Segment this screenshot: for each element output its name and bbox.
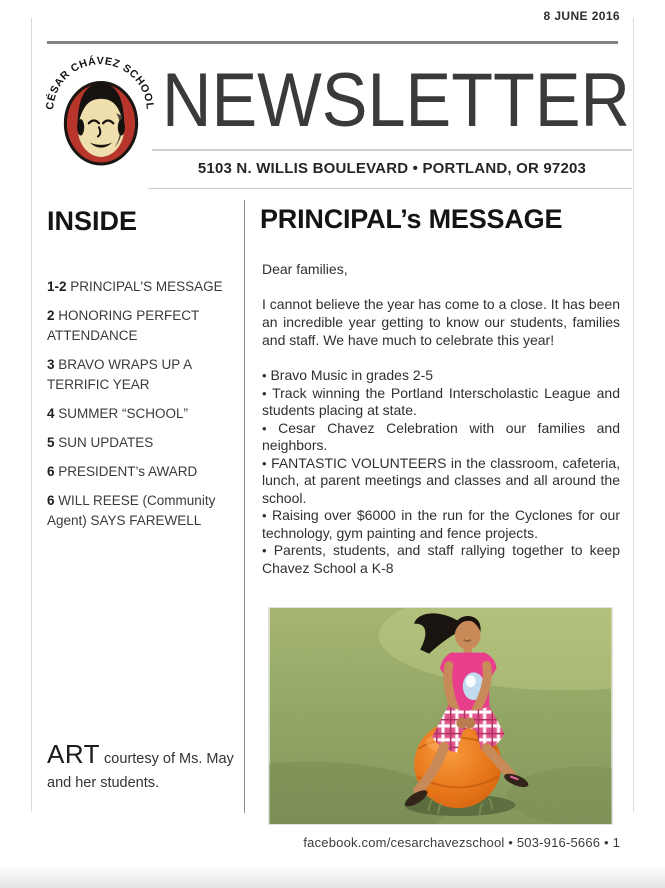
bullet-icon: • (262, 508, 267, 523)
issue-date: 8 JUNE 2016 (543, 9, 620, 23)
school-badge-icon (44, 52, 158, 166)
principal-message-section (260, 201, 620, 825)
toc-item: 1-2 PRINCIPAL'S MESSAGE (47, 279, 223, 294)
toc-item: 4 SUMMER “SCHOOL” (47, 406, 189, 421)
salutation: Dear families, (262, 261, 348, 277)
intro-paragraph: I cannot believe the year has come to a close. It has been an incredible year getting to know our students, families and staff. We have much to celebrate this year! (262, 296, 620, 348)
art-credit-note (47, 738, 237, 795)
masthead-title-graphic (152, 58, 632, 142)
bullet-icon: • (262, 420, 267, 436)
photo-illustration (269, 608, 612, 824)
bullet-icon: • (262, 455, 267, 471)
school-address: 5103 N. WILLIS BOULEVARD • PORTLAND, OR 97203 (197, 160, 587, 177)
header-rule (47, 41, 618, 44)
column-divider (244, 200, 245, 813)
table-of-contents (47, 277, 223, 531)
list-item: • Parents, students, and staff rallying together to keep Chavez School a K-8 (262, 542, 621, 576)
sidebar-heading: INSIDE (47, 206, 138, 236)
art-credit-rest: courtesy of Ms. May and her students. (47, 750, 234, 791)
list-item: • Track winning the Portland Interscholastic League and students placing at state. (262, 384, 620, 418)
toc-item: 5 SUN UPDATES (47, 435, 154, 450)
list-item: • Bravo Music in grades 2-5 (262, 367, 434, 383)
school-logo (44, 52, 158, 166)
page-footer: facebook.com/cesarchavezschool • 503-916-5666 • 1 (303, 835, 620, 850)
art-credit-lead: ART (47, 738, 101, 769)
inside-sidebar (47, 203, 223, 540)
toc-item: 6 PRESIDENT’s AWARD (47, 464, 198, 479)
page-border-right (633, 18, 634, 812)
masthead-title: NEWSLETTER (162, 58, 630, 142)
highlights-list (262, 367, 620, 577)
toc-item: 6 WILL REESE (Community Agent) SAYS FAREWELL (47, 493, 216, 528)
list-item: • Cesar Chavez Celebration with our families and neighbors. (262, 419, 621, 453)
list-item: • Raising over $6000 in the run for the Cyclones for our technology, gym painting and fence projects. (262, 507, 621, 541)
bullet-icon: • (262, 368, 267, 383)
logo-arc-text: CÉSAR CHÁVEZ SCHOOL (44, 55, 156, 111)
list-item: • FANTASTIC VOLUNTEERS in the classroom, cafeteria, lunch, at parent meetings and classes and all around the school. (262, 454, 621, 506)
masthead-rule (152, 149, 632, 151)
bullet-icon: • (262, 543, 267, 558)
toc-item: 3 BRAVO WRAPS UP A TERRIFIC YEAR (47, 357, 192, 392)
toc-item: 2 HONORING PERFECT ATTENDANCE (47, 308, 200, 343)
bullet-icon: • (262, 385, 267, 401)
address-rule (148, 188, 632, 189)
article-heading: PRINCIPAL’s MESSAGE (260, 204, 563, 234)
page-bottom-edge (0, 866, 665, 888)
page-border-left (31, 18, 32, 812)
photo-student-on-ball (268, 607, 613, 825)
